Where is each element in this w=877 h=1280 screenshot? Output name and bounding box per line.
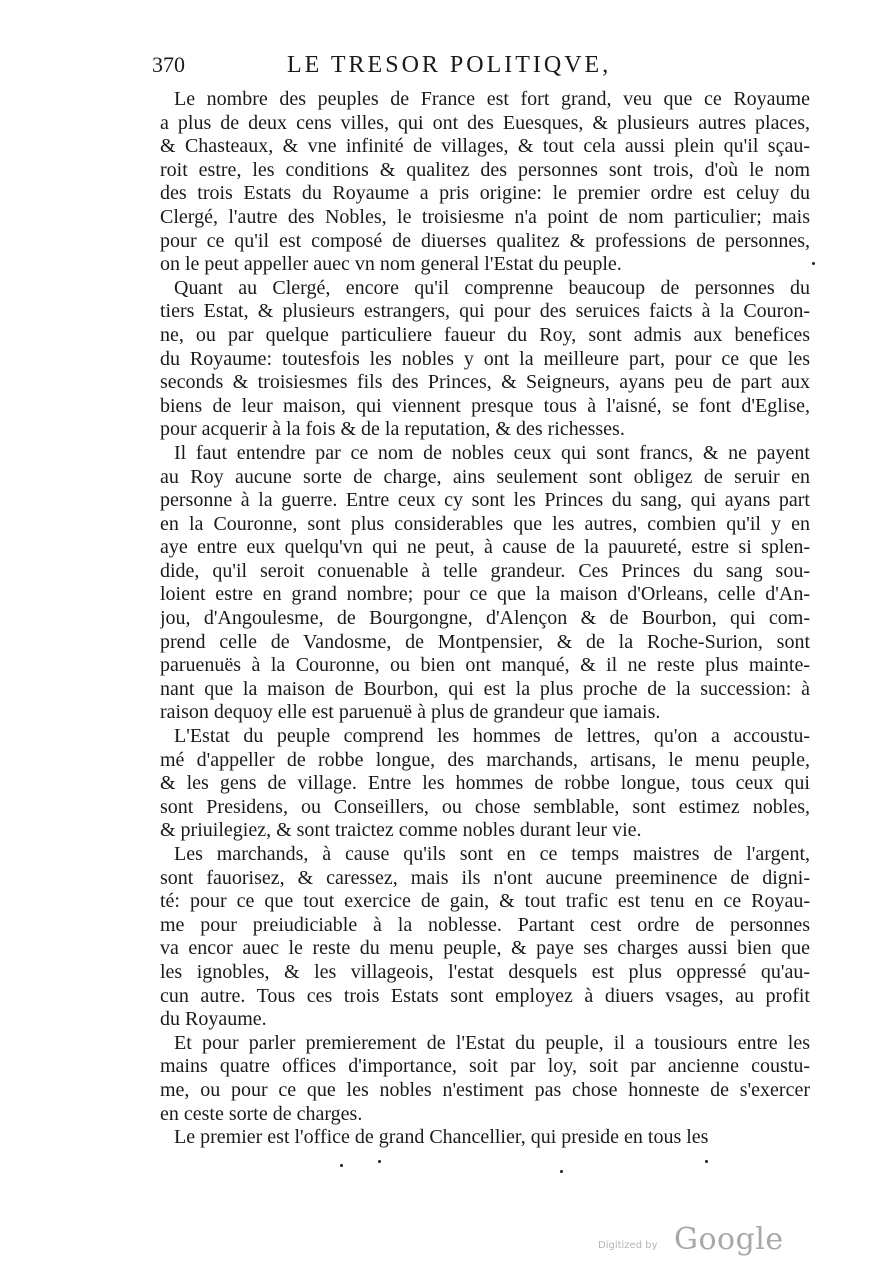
text-line: & priuilegiez, & sont traictez comme nobles durant leur vie.: [160, 819, 642, 842]
text-line: va encor auec le reste du menu peuple, & paye ses charges aussi bien que: [160, 937, 810, 960]
text-line: biens de leur maison, qui viennent presque tous à l'aisné, se font d'Eglise,: [160, 394, 810, 417]
text-line: & les gens de village. Entre les hommes de robbe longue, tous ceux qui: [160, 772, 810, 795]
text-line: prend celle de Vandosme, de Montpensier, & de la Roche-Surion, sont: [160, 630, 810, 653]
text-line: & Chasteaux, & vne infinité de villages, & tout cela aussi plein qu'il sçau-: [160, 135, 810, 158]
text-line: loient estre en grand nombre; pour ce que la maison d'Orleans, celle d'An-: [160, 583, 810, 606]
text-line: pour ce qu'il est composé de diuerses qualitez & professions de personnes,: [160, 229, 810, 252]
scan-speck: [560, 1170, 563, 1173]
paragraph: [160, 88, 810, 277]
text-line: Et pour parler premierement de l'Estat du peuple, il a tousiours entre les: [174, 1031, 810, 1054]
text-line: me pour preiudiciable à la noblesse. Partant cest ordre de personnes: [160, 913, 810, 936]
text-line: sont Presidens, ou Conseillers, ou chose semblable, sont estimez nobles,: [160, 795, 810, 818]
text-line: Les marchands, à cause qu'ils sont en ce temps maistres de l'argent,: [174, 843, 810, 865]
text-line: cun autre. Tous ces trois Estats sont employez à diuers vsages, au profit: [160, 984, 810, 1007]
text-line: aye entre eux quelqu'vn qui ne peut, à cause de la pauureté, estre si splen-: [160, 536, 810, 559]
scan-speck: [378, 1160, 381, 1163]
text-line: raison dequoy elle est paruenuë à plus de grandeur que iamais.: [160, 701, 661, 724]
paragraph: [160, 442, 810, 725]
text-line: jou, d'Angoulesme, de Bourgongne, d'Alençon & de Bourbon, qui com-: [160, 607, 810, 630]
page-header: [152, 52, 812, 86]
text-line: L'Estat du peuple comprend les hommes de lettres, qu'on a accoustu-: [174, 725, 810, 748]
paragraph: [160, 1032, 810, 1126]
text-line: les ignobles, & les villageois, l'estat desquels est plus oppressé qu'au-: [160, 960, 810, 983]
text-line: Le premier est l'office de grand Chancellier, qui preside en tous les: [174, 1126, 709, 1149]
text-line: pour acquerir à la fois & de la reputation, & des richesses.: [160, 418, 625, 441]
text-line: Le nombre des peuples de France est fort grand, veu que ce Royaume: [174, 88, 810, 110]
text-line: roit estre, les conditions & qualitez des personnes sont trois, d'où le nom: [160, 158, 810, 181]
text-line: sont fauorisez, & caressez, mais ils n'ont aucune preeminence de digni-: [160, 866, 810, 889]
google-watermark: [598, 1222, 798, 1262]
paragraph: [160, 277, 810, 442]
text-line: Clergé, l'autre des Nobles, le troisiesme n'a point de nom particulier; mais: [160, 205, 810, 228]
scan-speck: [705, 1160, 708, 1163]
text-line: on le peut appeller auec vn nom general l'Estat du peuple.: [160, 253, 622, 276]
text-line: nant que la maison de Bourbon, qui est la plus proche de la succession: à: [160, 677, 810, 700]
text-line: en ceste sorte de charges.: [160, 1102, 363, 1125]
text-line: Il faut entendre par ce nom de nobles ceux qui sont francs, & ne payent: [174, 441, 810, 464]
paragraph: [160, 725, 810, 843]
text-line: té: pour ce que tout exercice de gain, & tout trafic est tenu en ce Royau-: [160, 890, 810, 913]
text-line: tiers Estat, & plusieurs estrangers, qui pour des seruices faicts à la Couron-: [160, 300, 810, 323]
paragraph: [160, 843, 810, 1032]
text-line: personne à la guerre. Entre ceux cy sont les Princes du sang, qui ayans part: [160, 489, 810, 512]
text-line: des trois Estats du Royaume a pris origine: le premier ordre est celuy du: [160, 182, 810, 205]
text-line: Quant au Clergé, encore qu'il comprenne beaucoup de personnes du: [174, 276, 810, 299]
text-line: seconds & troisiesmes fils des Princes, & Seigneurs, ayans peu de part aux: [160, 371, 810, 394]
text-line: mé d'appeller de robbe longue, des marchands, artisans, le menu peuple,: [160, 748, 810, 771]
text-line: dide, qu'il seroit conuenable à telle grandeur. Ces Princes du sang sou-: [160, 559, 810, 582]
text-line: paruenuës à la Couronne, ou bien ont manqué, & il ne reste plus mainte-: [160, 654, 810, 677]
text-line: du Royaume: toutesfois les nobles y ont la meilleure part, pour ce que les: [160, 347, 810, 370]
paragraph: [160, 1126, 810, 1150]
text-line: au Roy aucune sorte de charge, ains seulement sont obligez de seruir en: [160, 465, 810, 488]
text-line: me, ou pour ce que les nobles n'estiment pas chose honneste de s'exercer: [160, 1078, 810, 1101]
text-line: ne, ou par quelque particuliere faueur du Roy, sont admis aux benefices: [160, 323, 810, 346]
text-line: a plus de deux cens villes, qui ont des Euesques, & plusieurs autres places,: [160, 111, 810, 134]
google-logo: Google: [674, 1222, 784, 1257]
text-line: en la Couronne, sont plus considerables que les autres, combien qu'il y en: [160, 512, 810, 535]
body-text: [160, 88, 810, 1150]
watermark-digitized-text: Digitized by: [598, 1240, 658, 1251]
running-title: LE TRESOR POLITIQVE,: [287, 52, 612, 78]
scan-speck: [812, 262, 815, 265]
scan-speck: [340, 1164, 343, 1167]
text-line: mains quatre offices d'importance, soit par loy, soit par ancienne coustu-: [160, 1055, 810, 1078]
page-number: 370: [152, 52, 185, 77]
text-line: du Royaume.: [160, 1008, 267, 1031]
